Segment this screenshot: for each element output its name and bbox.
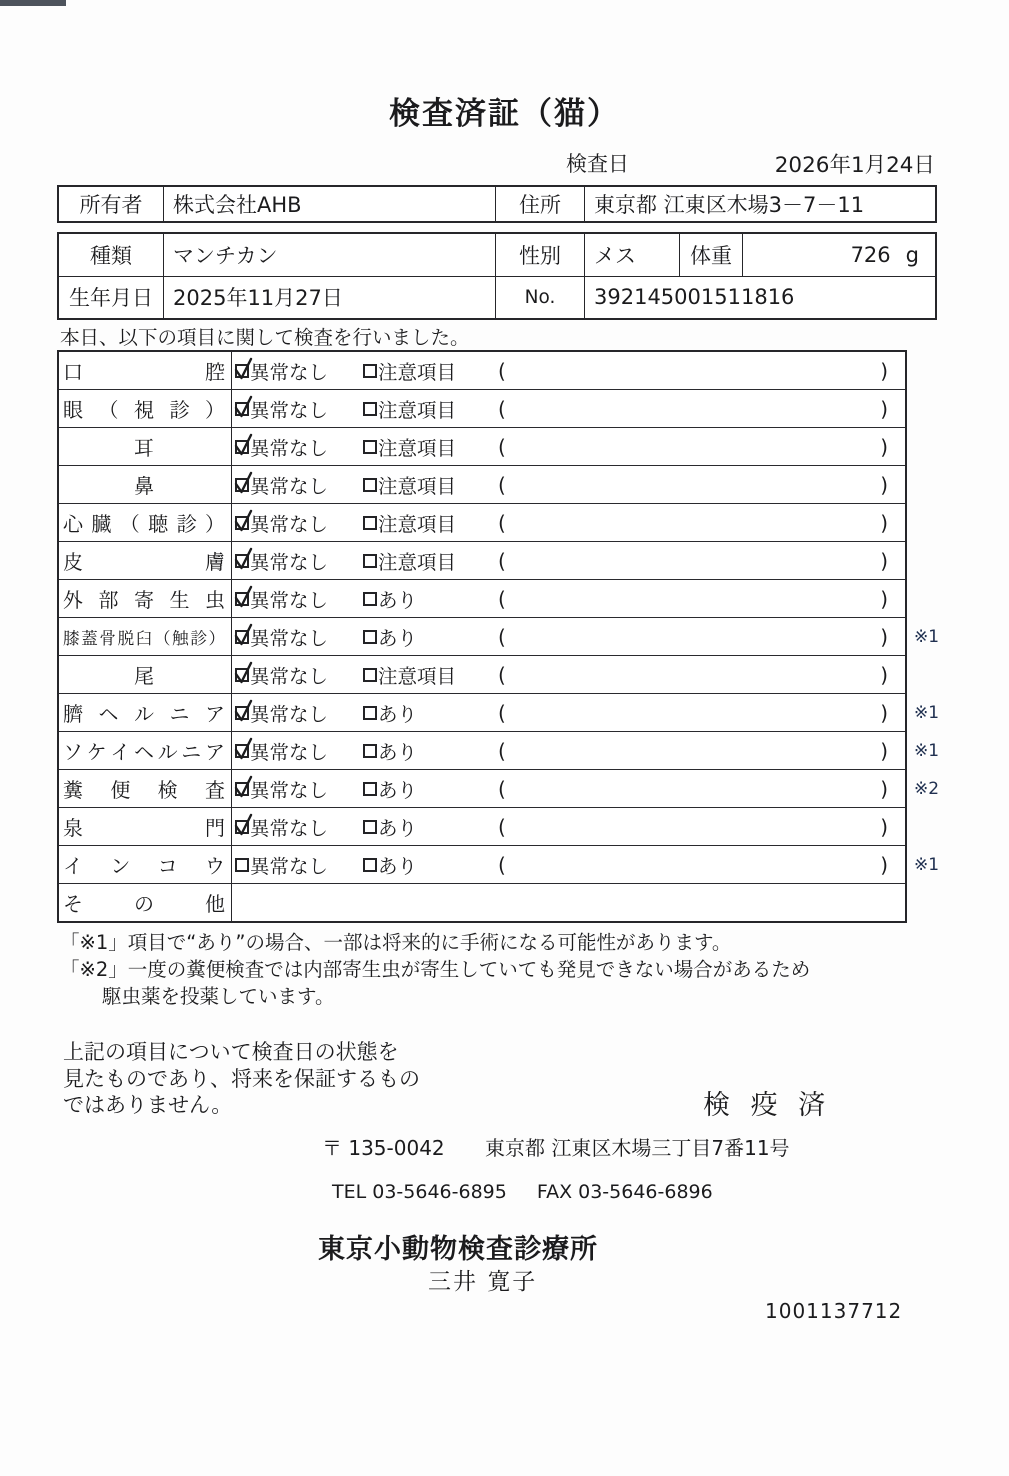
check-mark-icon: [234, 548, 253, 571]
exam-row: [59, 503, 905, 541]
note-mark: ※2: [914, 778, 940, 799]
checkbox-no-abnormality: [235, 782, 249, 796]
scan-artifact: [0, 0, 66, 6]
checkbox-attention: [363, 858, 377, 872]
check-mark-icon: [234, 700, 253, 723]
paren-close: ): [880, 396, 888, 421]
checkbox-no-abnormality: [235, 820, 249, 834]
veterinarian-name: 三井 寛子: [428, 1269, 538, 1295]
exam-row: [59, 389, 905, 427]
disclaimer-text: [63, 1039, 420, 1119]
exam-row: [59, 693, 940, 731]
exam-item-options: [232, 428, 905, 465]
note-mark: ※1: [914, 702, 940, 723]
weight-label: 体重: [679, 234, 742, 276]
paren-open: (: [498, 700, 506, 725]
exam-row: [59, 541, 905, 579]
exam-item-options: [232, 466, 905, 503]
exam-date-value: 2026年1月24日: [774, 153, 935, 178]
check-mark-icon: [234, 472, 253, 495]
exam-item-name: イ ン コ ウ: [59, 846, 232, 883]
exam-item-name: 糞 便 検 査: [59, 770, 232, 807]
document-title: 検査済証（猫）: [389, 96, 620, 132]
exam-item-name: そ の 他: [59, 884, 232, 921]
option-no-abnormality: [235, 851, 328, 879]
birth-value: 2025年11月27日: [163, 277, 495, 319]
document-number: 1001137712: [765, 1299, 903, 1323]
sex-value: メス: [584, 234, 679, 276]
paren-close: ): [880, 434, 888, 459]
exam-items-table: [57, 350, 940, 923]
exam-row: [59, 617, 940, 655]
paren-close: ): [880, 700, 888, 725]
paren-close: ): [880, 586, 888, 611]
exam-item-name: 鼻: [59, 466, 232, 503]
paren-close: ): [880, 662, 888, 687]
paren-open: (: [498, 852, 506, 877]
option-attention: [363, 433, 456, 461]
exam-row: [59, 731, 940, 769]
owner-table: [57, 185, 937, 223]
exam-item-name: 皮 膚: [59, 542, 232, 579]
option-no-abnormality-label: 異常なし: [250, 664, 329, 688]
address-value: 東京都 江東区木場3－7－11: [584, 187, 935, 221]
paren-close: ): [880, 548, 888, 573]
checkbox-attention: [363, 630, 377, 644]
check-mark-icon: [234, 358, 253, 381]
paren-open: (: [498, 586, 506, 611]
checkbox-no-abnormality: [235, 744, 249, 758]
option-attention-label: あり: [378, 816, 418, 840]
paren-open: (: [498, 738, 506, 763]
exam-row: [59, 883, 905, 921]
weight-unit: g: [905, 242, 919, 267]
check-mark-icon: [234, 434, 253, 457]
footnote-1: 「※1」項目で“あり”の場合、一部は将来的に手術になる可能性があります。: [60, 931, 732, 954]
checkbox-no-abnormality: [235, 364, 249, 378]
clinic-name: 東京小動物検査診療所: [318, 1234, 598, 1265]
option-no-abnormality: [235, 395, 328, 423]
check-mark-icon: [234, 738, 253, 761]
option-attention-label: 注意項目: [378, 436, 457, 460]
checkbox-attention: [363, 516, 377, 530]
exam-item-options: [232, 542, 905, 579]
disclaimer-line-1: 上記の項目について検査日の状態を: [63, 1040, 399, 1064]
paren-close: ): [880, 472, 888, 497]
option-no-abnormality: [235, 737, 328, 765]
exam-row: [59, 352, 905, 389]
exam-item-options: [232, 884, 905, 921]
note-mark: ※1: [914, 626, 940, 647]
check-mark-icon: [234, 814, 253, 837]
check-mark-icon: [234, 586, 253, 609]
option-no-abnormality-label: 異常なし: [250, 816, 329, 840]
option-no-abnormality-label: 異常なし: [250, 360, 329, 384]
clinic-tel-line: [332, 1181, 713, 1203]
paren-open: (: [498, 472, 506, 497]
exam-item-options: [232, 732, 940, 769]
checkbox-attention: [363, 402, 377, 416]
exam-row: [59, 845, 940, 883]
option-no-abnormality: [235, 509, 328, 537]
option-attention-label: 注意項目: [378, 360, 457, 384]
option-attention: [363, 585, 417, 613]
no-value: 392145001511816: [584, 277, 935, 319]
option-attention-label: 注意項目: [378, 664, 457, 688]
option-attention: [363, 547, 456, 575]
exam-item-name: 尾: [59, 656, 232, 693]
exam-date-label: 検査日: [566, 152, 629, 176]
option-no-abnormality: [235, 433, 328, 461]
paren-close: ): [880, 814, 888, 839]
option-attention-label: あり: [378, 702, 418, 726]
exam-row: [59, 579, 905, 617]
option-no-abnormality: [235, 775, 328, 803]
sex-label: 性別: [495, 234, 584, 276]
weight-value-cell: [742, 234, 935, 276]
option-attention: [363, 623, 417, 651]
exam-item-name: 眼 （ 視 診 ）: [59, 390, 232, 427]
exam-item-options: [232, 352, 905, 389]
exam-item-name: ソ ケ イ ヘ ル ニ ア: [59, 732, 232, 769]
exam-item-options: [232, 656, 905, 693]
option-no-abnormality-label: 異常なし: [250, 398, 329, 422]
option-attention: [363, 737, 417, 765]
paren-close: ): [880, 852, 888, 877]
option-attention-label: あり: [378, 854, 418, 878]
checkbox-no-abnormality: [235, 516, 249, 530]
weight-value: 726: [850, 242, 891, 267]
intro-text: 本日、以下の項目に関して検査を行いました。: [60, 326, 470, 349]
checkbox-attention: [363, 554, 377, 568]
paren-open: (: [498, 434, 506, 459]
exam-row: [59, 807, 905, 845]
check-mark-icon: [234, 662, 253, 685]
option-no-abnormality-label: 異常なし: [250, 702, 329, 726]
option-no-abnormality: [235, 623, 328, 651]
no-label: No.: [495, 277, 584, 319]
exam-item-options: [232, 390, 905, 427]
exam-item-name: 心 臓 （ 聴 診 ）: [59, 504, 232, 541]
option-no-abnormality-label: 異常なし: [250, 588, 329, 612]
exam-item-options: [232, 580, 905, 617]
clinic-postal-line: [322, 1132, 790, 1161]
option-attention: [363, 813, 417, 841]
option-attention: [363, 775, 417, 803]
paren-close: ): [880, 776, 888, 801]
option-attention: [363, 661, 456, 689]
exam-item-options: [232, 694, 940, 731]
option-no-abnormality-label: 異常なし: [250, 474, 329, 498]
paren-open: (: [498, 662, 506, 687]
option-no-abnormality: [235, 813, 328, 841]
breed-label: 種類: [90, 243, 132, 268]
option-no-abnormality-label: 異常なし: [250, 740, 329, 764]
clinic-tel: TEL 03-5646-6895: [332, 1181, 507, 1203]
exam-item-name: 外 部 寄 生 虫: [59, 580, 232, 617]
option-no-abnormality: [235, 357, 328, 385]
checkbox-attention: [363, 440, 377, 454]
owner-label: 所有者: [79, 193, 143, 217]
option-no-abnormality: [235, 661, 328, 689]
option-attention-label: 注意項目: [378, 474, 457, 498]
quarantine-stamp: 検 疫 済: [703, 1090, 832, 1121]
exam-item-name: 泉 門: [59, 808, 232, 845]
checkbox-attention: [363, 706, 377, 720]
checkbox-attention: [363, 782, 377, 796]
option-no-abnormality: [235, 585, 328, 613]
note-mark: ※1: [914, 854, 940, 875]
disclaimer-line-2: 見たものであり、将来を保証するもの: [63, 1066, 420, 1091]
check-mark-icon: [234, 396, 253, 419]
breed-value: マンチカン: [163, 234, 495, 276]
option-attention-label: あり: [378, 740, 418, 764]
paren-close: ): [880, 738, 888, 763]
paren-open: (: [498, 624, 506, 649]
exam-item-options: [232, 846, 940, 883]
exam-item-name: 臍 ヘ ル ニ ア: [59, 694, 232, 731]
option-no-abnormality-label: 異常なし: [250, 778, 329, 802]
exam-row: [59, 465, 905, 503]
clinic-postal-code: 〒 135-0042: [322, 1136, 445, 1160]
checkbox-attention: [363, 592, 377, 606]
option-attention-label: あり: [378, 778, 418, 802]
option-attention-label: あり: [378, 626, 418, 650]
checkbox-attention: [363, 364, 377, 378]
exam-item-options: [232, 770, 940, 807]
owner-value: 株式会社AHB: [163, 187, 495, 221]
checkbox-no-abnormality: [235, 630, 249, 644]
option-no-abnormality: [235, 471, 328, 499]
option-no-abnormality: [235, 547, 328, 575]
exam-item-name: 膝 蓋 骨 脱 臼 （ 触 診 ）: [59, 618, 232, 655]
exam-item-options: [232, 618, 940, 655]
clinic-fax: FAX 03-5646-6896: [536, 1181, 713, 1203]
checkbox-no-abnormality: [235, 554, 249, 568]
paren-open: (: [498, 358, 506, 383]
option-attention-label: 注意項目: [378, 512, 457, 536]
checkbox-no-abnormality: [235, 668, 249, 682]
checkbox-no-abnormality: [235, 706, 249, 720]
option-attention: [363, 357, 456, 385]
address-label: 住所: [495, 187, 584, 221]
paren-open: (: [498, 814, 506, 839]
note-mark: ※1: [914, 740, 940, 761]
exam-item-name: 口 腔: [59, 352, 232, 389]
option-attention-label: 注意項目: [378, 398, 457, 422]
option-attention: [363, 509, 456, 537]
option-no-abnormality-label: 異常なし: [250, 550, 329, 574]
option-attention: [363, 851, 417, 879]
exam-item-options: [232, 808, 905, 845]
checkbox-no-abnormality: [235, 478, 249, 492]
option-no-abnormality-label: 異常なし: [250, 626, 329, 650]
checkbox-attention: [363, 744, 377, 758]
exam-item-options: [232, 504, 905, 541]
checkbox-attention: [363, 478, 377, 492]
checkbox-no-abnormality: [235, 402, 249, 416]
check-mark-icon: [234, 624, 253, 647]
paren-open: (: [498, 776, 506, 801]
checkbox-no-abnormality: [235, 858, 249, 872]
footnote-2-cont: 駆虫薬を投薬しています。: [102, 985, 335, 1008]
checkbox-attention: [363, 820, 377, 834]
footnote-2: 「※2」一度の糞便検査では内部寄生虫が寄生していても発見できない場合があるため: [60, 958, 811, 981]
option-attention-label: 注意項目: [378, 550, 457, 574]
clinic-address: 東京都 江東区木場三丁目7番11号: [485, 1136, 790, 1160]
checkbox-attention: [363, 668, 377, 682]
checkbox-no-abnormality: [235, 592, 249, 606]
birth-label: 生年月日: [69, 286, 153, 311]
option-attention: [363, 395, 456, 423]
paren-close: ): [880, 624, 888, 649]
exam-row: [59, 769, 940, 807]
checkbox-no-abnormality: [235, 440, 249, 454]
paren-open: (: [498, 396, 506, 421]
option-no-abnormality-label: 異常なし: [250, 512, 329, 536]
paren-open: (: [498, 548, 506, 573]
footnotes: [60, 929, 810, 1010]
animal-table: [57, 232, 937, 320]
check-mark-icon: [234, 776, 253, 799]
exam-date-row: [0, 148, 1009, 176]
exam-row: [59, 427, 905, 465]
paren-open: (: [498, 510, 506, 535]
option-no-abnormality-label: 異常なし: [250, 854, 329, 878]
disclaimer-line-3: ではありません。: [63, 1093, 233, 1117]
option-attention-label: あり: [378, 588, 418, 612]
exam-item-name: 耳: [59, 428, 232, 465]
option-no-abnormality-label: 異常なし: [250, 436, 329, 460]
paren-close: ): [880, 510, 888, 535]
option-no-abnormality: [235, 699, 328, 727]
paren-close: ): [880, 358, 888, 383]
check-mark-icon: [234, 510, 253, 533]
option-attention: [363, 471, 456, 499]
exam-row: [59, 655, 905, 693]
option-attention: [363, 699, 417, 727]
